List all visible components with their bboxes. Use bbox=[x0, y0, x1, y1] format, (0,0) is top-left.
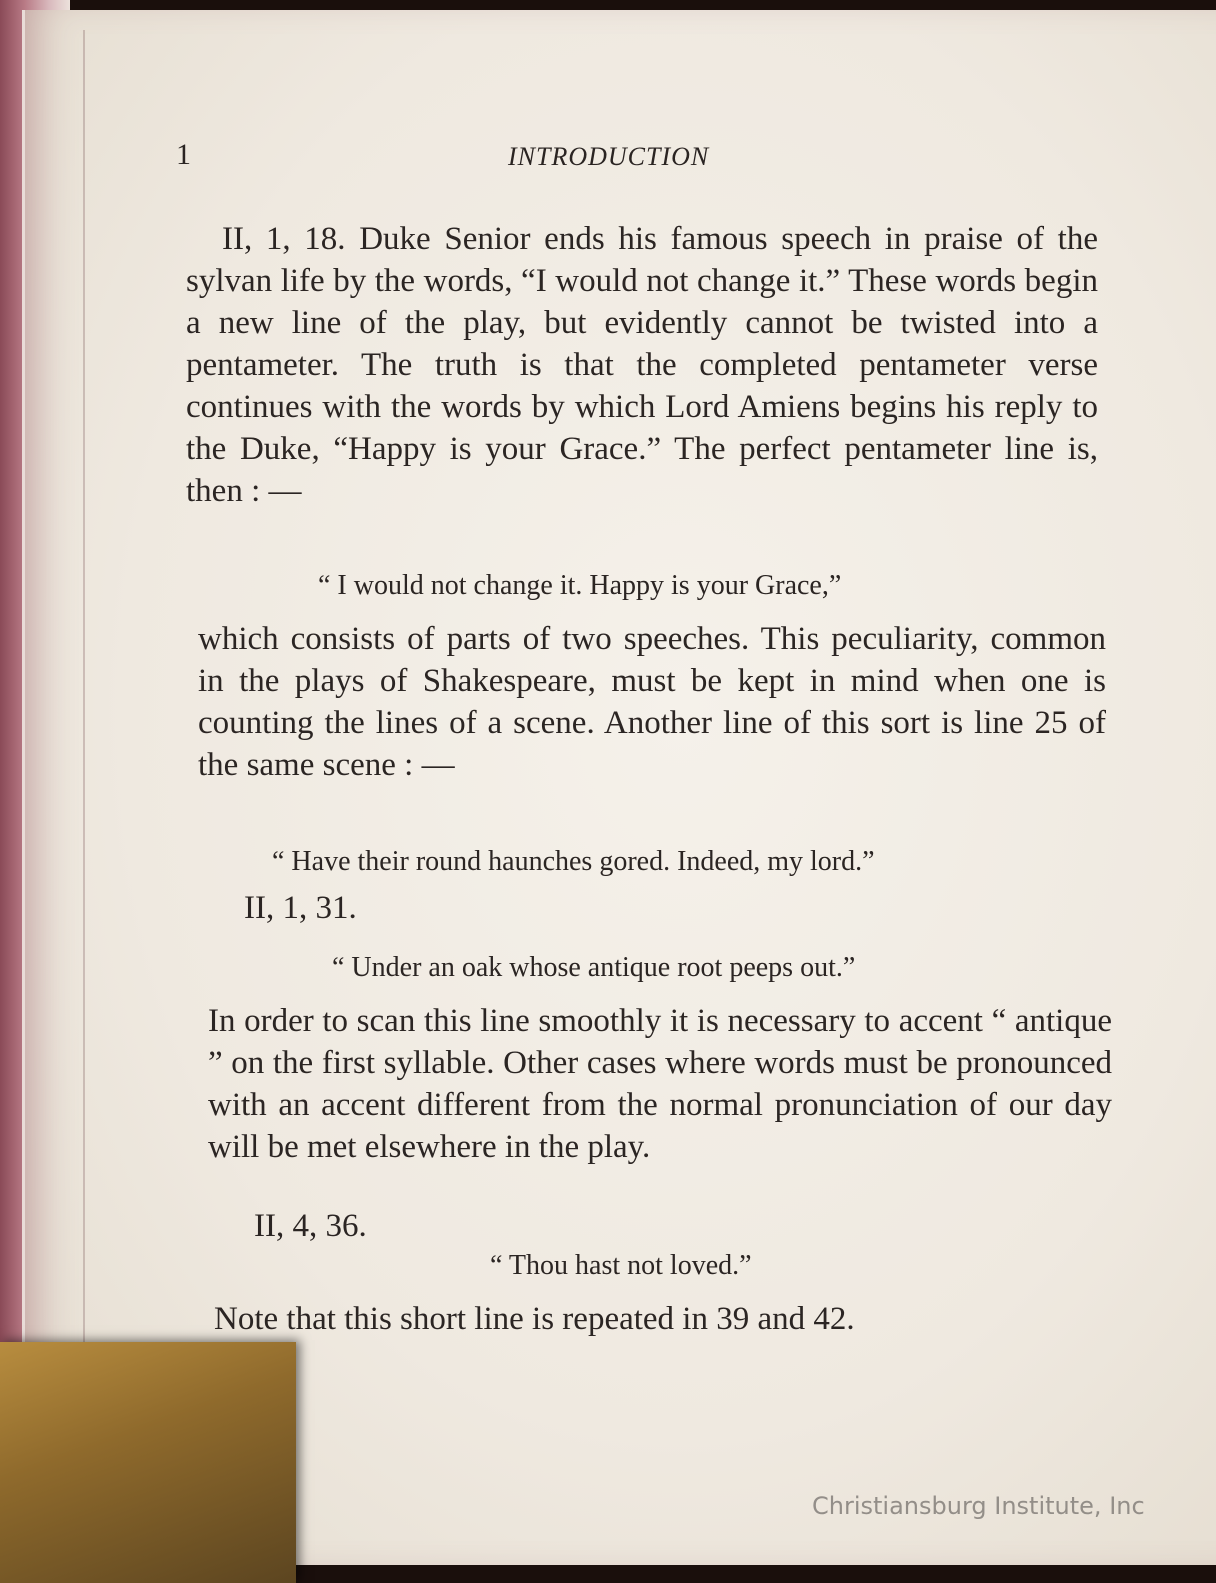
quote-4: “ Thou hast not loved.” bbox=[490, 1250, 752, 1281]
quote-1: “ I would not change it. Happy is your Grace,” bbox=[318, 570, 842, 601]
paragraph-2: which consists of parts of two speeches. This peculiarity, common in the plays of Shakespeare, must be kept in mind when one is counting the lines of a scene. Another line of this sort is line 25 of the same scene : — bbox=[198, 621, 1106, 783]
quote-3: “ Under an oak whose antique root peeps out.” bbox=[332, 952, 856, 983]
page-number: 1 bbox=[176, 138, 191, 171]
line-reference-3: II, 4, 36. bbox=[254, 1208, 367, 1244]
paragraph-1: II, 1, 18. Duke Senior ends his famous speech in praise of the sylvan life by the words, “I would not change it.” These words begin a new line of the play, but evidently cannot be twisted into a pentameter. The truth is that the completed pentameter verse continues with the words by which Lord Amiens begins his reply to the Duke, “Happy is your Grace.” The perfect pentameter line is, then : — bbox=[186, 221, 1098, 509]
line-reference-2: II, 1, 31. bbox=[244, 890, 357, 926]
book-cover-edge bbox=[0, 1342, 296, 1583]
paragraph-4: Note that this short line is repeated in 39 and 42. bbox=[214, 1301, 855, 1337]
watermark: Christiansburg Institute, Inc bbox=[812, 1492, 1145, 1520]
running-title: INTRODUCTION bbox=[508, 142, 710, 171]
page-header bbox=[176, 138, 1076, 178]
page-fold bbox=[83, 30, 85, 1530]
paragraph-3: In order to scan this line smoothly it is necessary to accent “ antique ” on the first syllable. Other cases where words must be pronounced with an accent different from the normal pronunciation of our day will be met elsewhere in the play. bbox=[208, 1003, 1112, 1165]
quote-2: “ Have their round haunches gored. Indeed, my lord.” bbox=[272, 846, 875, 877]
